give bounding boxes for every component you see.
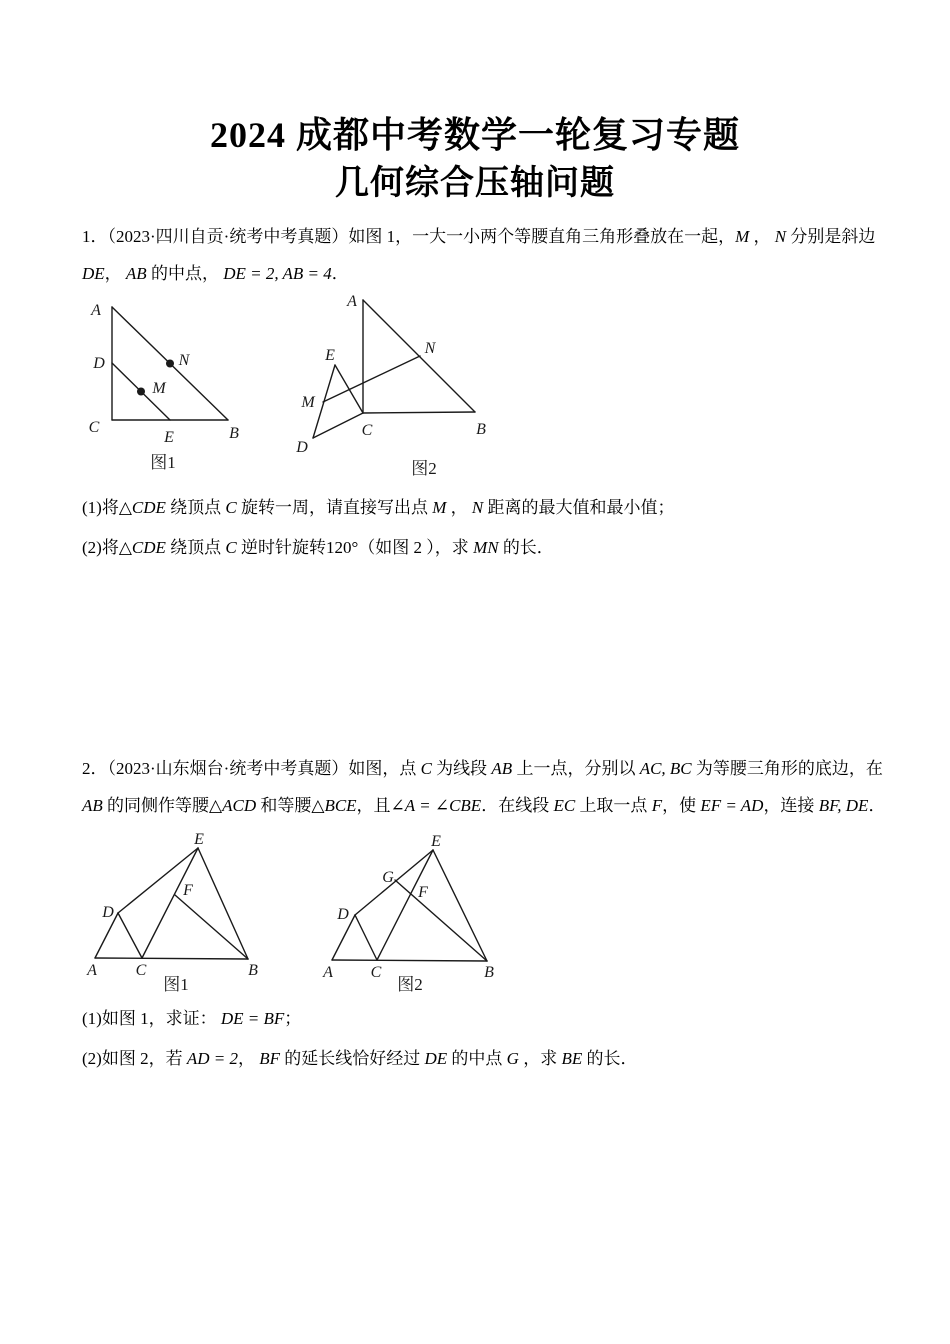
problem2-figure1 (86, 831, 258, 994)
p2fig2-label-F: F (418, 884, 428, 901)
p2fig1-label-A: A (87, 962, 97, 979)
fig2-label-D: D (296, 439, 308, 456)
fig2-side-CB (363, 412, 475, 413)
p2fig1-label-E: E (194, 831, 204, 848)
doc-title-line1: 2024 成都中考数学一轮复习专题 (209, 115, 740, 155)
fig2-segment-MN (323, 356, 420, 402)
p2fig2-side-EC (377, 850, 433, 960)
problem2-part2: (2)如图 2，若 AD = 2， BF 的延长线恰好经过 DE 的中点 G ，求 BE 的长． (82, 1049, 638, 1068)
p2fig2-segment-GB (395, 880, 487, 961)
p2fig2-label-A: A (323, 964, 333, 981)
p2fig2-base-AB (332, 960, 487, 961)
problem1-intro-line2: DE， AB 的中点， DE = 2, AB = 4． (82, 264, 349, 283)
fig2-label-B: B (476, 421, 486, 438)
problem2-figure2 (322, 833, 494, 994)
p2fig1-label-D: D (102, 904, 114, 921)
problem1-figure1 (89, 302, 239, 472)
problem2-intro-line2: AB 的同侧作等腰△ACD 和等腰△BCE，且∠A = ∠CBE．在线段 EC 上取一点 F，使 EF = AD，连接 BF, DE． (82, 796, 886, 815)
problem1-figure2 (295, 293, 486, 478)
fig2-label-M: M (301, 394, 315, 411)
fig1-label-E: E (164, 429, 174, 446)
fig2-label-C: C (361, 422, 373, 439)
p2fig2-caption: 图2 (397, 975, 423, 994)
fig1-point-M-dot (137, 388, 145, 396)
p2fig1-label-B: B (248, 962, 258, 979)
problem1-part2: (2)将△CDE 绕顶点 C 逆时针旋转120°（如图 2 ），求 MN 的长． (82, 538, 554, 557)
p2fig1-side-EC (142, 848, 198, 958)
problem1-intro-line1: 1．（2023·四川自贡·统考中考真题）如图 1，一大一小两个等腰直角三角形叠放在一起，M ， N 分别是斜边 (82, 227, 876, 246)
fig2-side-DC (313, 413, 363, 438)
p2fig2-side-EB (433, 850, 487, 961)
fig1-label-B: B (229, 425, 239, 442)
p2fig2-label-B: B (484, 964, 494, 981)
p2fig2-label-G: G (382, 869, 394, 886)
fig1-label-C: C (88, 419, 100, 436)
fig2-label-E: E (325, 347, 335, 364)
problem2-part1: (1)如图 1，求证： DE = BF； (82, 1009, 302, 1028)
p2fig2-label-D: D (337, 906, 349, 923)
p2fig1-base-AB (95, 958, 248, 959)
p2fig1-segment-DE (118, 848, 198, 913)
p2fig1-caption: 图1 (163, 975, 189, 994)
fig1-label-A: A (91, 302, 101, 319)
fig2-label-N: N (424, 340, 436, 357)
p2fig1-label-F: F (183, 882, 193, 899)
p2fig1-segment-FB (175, 895, 248, 959)
fig2-caption: 图2 (411, 459, 437, 478)
fig1-label-D: D (93, 355, 105, 372)
fig1-caption: 图1 (150, 453, 176, 472)
problem2-figures (85, 831, 505, 995)
p2fig2-label-C: C (370, 964, 382, 981)
p2fig2-label-E: E (431, 833, 441, 850)
fig2-label-A: A (347, 293, 357, 310)
problem2-intro-line1: 2．（2023·山东烟台·统考中考真题）如图，点 C 为线段 AB 上一点，分别以 AC, BC 为等腰三角形的底边，在 (82, 759, 883, 778)
doc-title-line2: 几何综合压轴问题 (335, 165, 615, 202)
fig1-label-N: N (178, 352, 190, 369)
fig1-label-M: M (152, 380, 166, 397)
p2fig1-side-DC (118, 913, 142, 958)
p2fig2-side-DC (355, 915, 377, 960)
p2fig1-label-C: C (135, 962, 147, 979)
p2fig1-side-EB (198, 848, 248, 959)
p2fig2-segment-DE (355, 850, 433, 915)
problem1-part1: (1)将△CDE 绕顶点 C 旋转一周，请直接写出点 M ， N 距离的最大值和最小值； (82, 498, 675, 517)
fig1-point-N-dot (166, 360, 174, 368)
problem1-figures (80, 290, 500, 490)
